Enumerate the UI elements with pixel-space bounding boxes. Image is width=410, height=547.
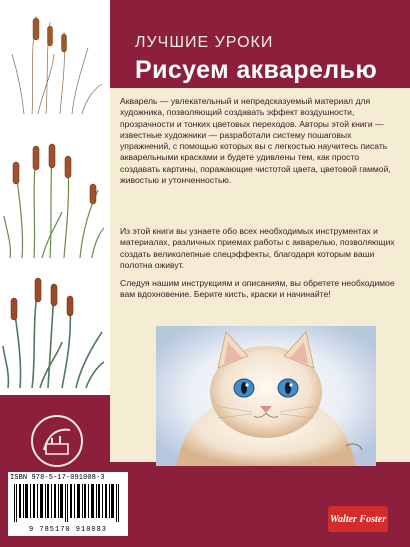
cattail-watercolor-illustration <box>2 132 106 260</box>
description-paragraph: Из этой книги вы узнаете обо всех необходимых инструментах и материалах, различных приемах работы с акварелью, позволяющих создать великолепные спецэффекты, благодаря которым ваши полотна оживут. <box>120 226 395 270</box>
cat-watercolor-illustration <box>156 326 376 466</box>
illustration-strip <box>0 0 110 547</box>
barcode-bars <box>12 484 124 522</box>
barcode-number: 9 785170 910083 <box>28 526 107 534</box>
barcode-panel <box>8 472 128 536</box>
description-paragraph: Следуя нашим инструкциям и описаниям, вы обретете необходимое вам вдохновение. Берите кисть, краски и начинайте! <box>120 278 395 300</box>
book-title: Рисуем акварелью <box>135 56 378 84</box>
publisher-seal-logo <box>30 414 84 468</box>
description-paragraph: Акварель — увлекательный и непредсказуемый материал для художника, позволяющий создавать эффект воздушности, прозрачности и тонких цветовых переходов. Авторы этой книги — известные художники — разработали систему пошаговых упражнений, с помощью которых вы с легкостью научитесь писать акварельными красками и будете удивлены тем, как просто создавать картины, поражающие чистотой цвета, цветовой гаммой, живостью и утонченностью. <box>120 96 391 186</box>
isbn-label: ISBN 978-5-17-091008-3 <box>10 474 105 482</box>
publisher-logo <box>328 506 388 532</box>
series-title: ЛУЧШИЕ УРОКИ <box>135 34 274 51</box>
publisher-name: Walter Foster <box>329 513 387 525</box>
cattail-sketch-illustration <box>2 4 106 116</box>
cattail-colored-illustration <box>2 268 106 390</box>
